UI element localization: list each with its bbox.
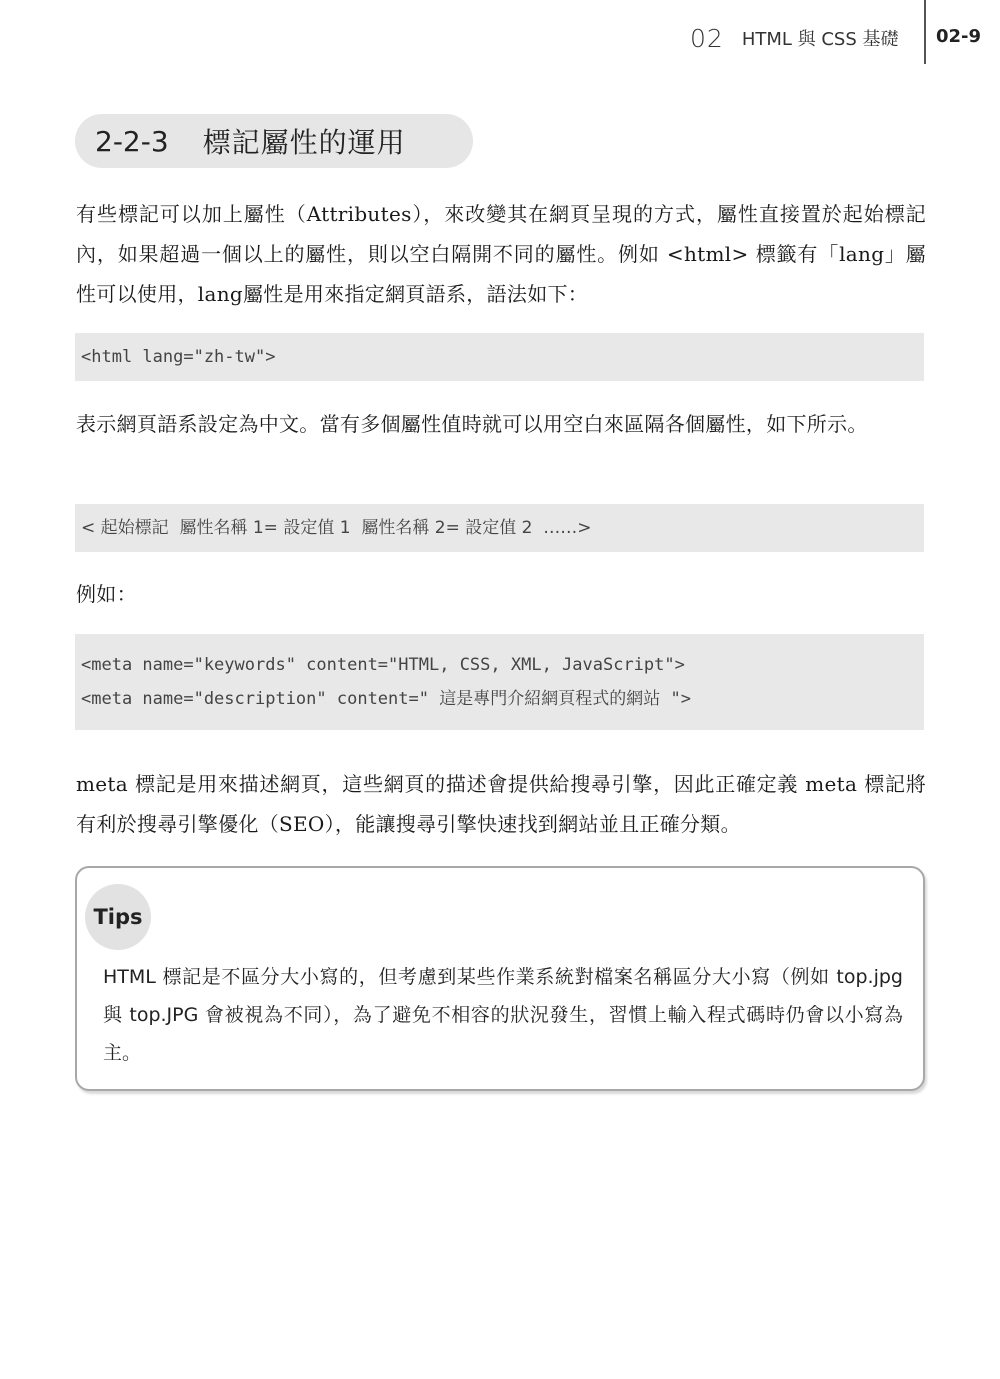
section-title: 標記屬性的運用 bbox=[202, 126, 406, 159]
running-header bbox=[690, 22, 899, 54]
paragraph-meta-description: meta 標記是用來描述網頁，這些網頁的描述會提供給搜尋引擎，因此正確定義 meta 標記將有利於搜尋引擎優化（SEO），能讓搜尋引擎快速找到網站並且正確分類。 bbox=[76, 772, 926, 836]
code-line: <html lang="zh-tw"> bbox=[81, 347, 276, 367]
section-heading bbox=[75, 114, 473, 168]
code-line: <meta name="keywords" content="HTML, CSS, XML, JavaScript"> bbox=[81, 655, 685, 675]
tips-box bbox=[75, 866, 925, 1091]
tips-label: Tips bbox=[93, 905, 143, 929]
code-block-syntax bbox=[75, 504, 924, 552]
header-divider bbox=[924, 0, 926, 64]
paragraph-example-label: 例如： bbox=[76, 582, 137, 606]
page-number: 02-9 bbox=[936, 26, 982, 47]
code-line: <meta name="description" content=" 這是專門介紹網頁程式的網站 "> bbox=[81, 689, 691, 709]
code-block-meta bbox=[75, 634, 924, 730]
paragraph-attributes-intro: 有些標記可以加上屬性（Attributes），來改變其在網頁呈現的方式，屬性直接置於起始標記內，如果超過一個以上的屬性，則以空白隔開不同的屬性。例如 <html> 標籤有「lang」屬性可以使用，lang屬性是用來指定網頁語系，語法如下： bbox=[76, 202, 926, 306]
chapter-number: 02 bbox=[690, 23, 724, 53]
tips-text: HTML 標記是不區分大小寫的，但考慮到某些作業系統對檔案名稱區分大小寫（例如 top.jpg 與 top.JPG 會被視為不同），為了避免不相容的狀況發生，習慣上輸入程式碼時仍會以小寫為主。 bbox=[103, 966, 903, 1064]
chapter-title: HTML 與 CSS 基礎 bbox=[741, 29, 899, 50]
tips-badge bbox=[85, 884, 151, 950]
section-number: 2-2-3 bbox=[95, 124, 169, 158]
paragraph-multiple-attributes: 表示網頁語系設定為中文。當有多個屬性值時就可以用空白來區隔各個屬性，如下所示。 bbox=[76, 412, 868, 436]
code-block-lang bbox=[75, 333, 924, 381]
code-line: < 起始標記 屬性名稱 1= 設定值 1 屬性名稱 2= 設定值 2 ……> bbox=[81, 518, 592, 538]
